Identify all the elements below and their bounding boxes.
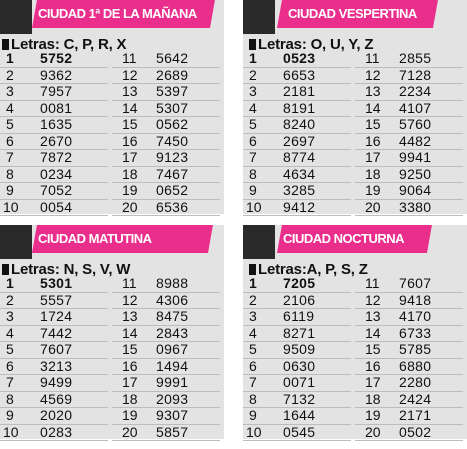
letters-text: Letras: C, P, R, X xyxy=(11,36,127,53)
winning-number: 9991 xyxy=(156,374,189,390)
prize-position: 7 xyxy=(249,149,257,165)
result-row xyxy=(243,101,351,118)
prize-position: 18 xyxy=(365,390,381,407)
result-row xyxy=(243,342,351,359)
result-row xyxy=(0,134,108,151)
prize-position: 12 xyxy=(122,66,138,83)
prize-position: 8 xyxy=(6,390,14,407)
winning-number: 7957 xyxy=(40,83,73,99)
winning-number: 8240 xyxy=(283,116,316,132)
winning-number: 1644 xyxy=(283,407,316,423)
result-row xyxy=(112,293,220,310)
prize-position: 16 xyxy=(365,132,381,149)
result-row xyxy=(355,84,463,101)
winning-number: 4569 xyxy=(40,390,73,407)
result-row xyxy=(112,425,220,442)
winning-number: 0967 xyxy=(156,341,189,357)
prize-position: 6 xyxy=(249,357,257,374)
winning-number: 6536 xyxy=(156,198,189,215)
result-row xyxy=(0,150,108,167)
winning-number: 0071 xyxy=(283,374,316,390)
result-row xyxy=(355,117,463,134)
result-row xyxy=(112,200,220,217)
result-row xyxy=(243,408,351,425)
winning-number: 8271 xyxy=(283,324,316,341)
prize-position: 8 xyxy=(6,165,14,182)
panel-ciudad-manana xyxy=(0,0,224,214)
prize-position: 13 xyxy=(122,83,138,99)
winning-number: 9307 xyxy=(156,407,189,423)
winning-number: 5397 xyxy=(156,83,189,99)
winning-number: 2843 xyxy=(156,324,189,341)
panel-title: CIUDAD NOCTURNA xyxy=(283,231,405,246)
winning-number: 2424 xyxy=(399,390,432,407)
winning-number: 6119 xyxy=(283,308,315,324)
winning-number: 2020 xyxy=(40,407,73,423)
winning-number: 2171 xyxy=(399,407,432,423)
winning-number: 8988 xyxy=(156,275,189,291)
result-row xyxy=(112,183,220,200)
panel-ciudad-vespertina xyxy=(243,0,467,214)
result-row xyxy=(355,276,463,293)
winning-number: 1724 xyxy=(40,308,73,324)
result-row xyxy=(0,309,108,326)
result-row xyxy=(0,200,108,217)
result-row xyxy=(0,342,108,359)
result-row xyxy=(112,326,220,343)
result-row xyxy=(0,293,108,310)
prize-position: 20 xyxy=(365,198,381,215)
winning-number: 4634 xyxy=(283,165,316,182)
result-row xyxy=(112,101,220,118)
prize-position: 9 xyxy=(6,182,14,198)
winning-number: 2181 xyxy=(283,83,316,99)
winning-number: 0054 xyxy=(40,198,73,215)
prize-position: 17 xyxy=(122,149,138,165)
panel-title: CIUDAD 1ª DE LA MAÑANA xyxy=(38,6,197,21)
result-row xyxy=(243,326,351,343)
prize-position: 14 xyxy=(365,99,381,116)
winning-number: 2234 xyxy=(399,83,432,99)
result-row xyxy=(243,359,351,376)
winning-number: 3213 xyxy=(40,357,73,374)
prize-position: 20 xyxy=(365,423,381,440)
winning-number: 9064 xyxy=(399,182,432,198)
result-row xyxy=(243,134,351,151)
result-row xyxy=(0,117,108,134)
result-row xyxy=(112,342,220,359)
prize-position: 3 xyxy=(6,308,14,324)
winning-number: 2280 xyxy=(399,374,432,390)
panel-title: CIUDAD VESPERTINA xyxy=(288,6,417,21)
prize-position: 7 xyxy=(249,374,257,390)
result-row xyxy=(0,51,108,68)
result-row xyxy=(112,84,220,101)
prize-position: 17 xyxy=(122,374,138,390)
result-row xyxy=(112,375,220,392)
result-row xyxy=(355,134,463,151)
result-row xyxy=(355,68,463,85)
result-row xyxy=(0,375,108,392)
result-row xyxy=(243,117,351,134)
prize-position: 11 xyxy=(365,275,380,291)
prize-position: 2 xyxy=(6,66,14,83)
result-row xyxy=(355,375,463,392)
result-row xyxy=(355,51,463,68)
result-row xyxy=(0,101,108,118)
result-row xyxy=(243,51,351,68)
result-row xyxy=(0,359,108,376)
result-row xyxy=(355,293,463,310)
prize-position: 19 xyxy=(365,182,381,198)
prize-position: 1 xyxy=(6,50,14,66)
prize-position: 3 xyxy=(249,83,257,99)
result-row xyxy=(0,326,108,343)
result-row xyxy=(243,392,351,409)
winning-number: 3380 xyxy=(399,198,432,215)
prize-position: 12 xyxy=(365,66,381,83)
prize-position: 17 xyxy=(365,374,381,390)
result-row xyxy=(355,200,463,217)
winning-number: 6653 xyxy=(283,66,316,83)
result-row xyxy=(355,309,463,326)
prize-position: 5 xyxy=(6,341,14,357)
prize-position: 11 xyxy=(122,275,137,291)
result-row xyxy=(0,392,108,409)
winning-number: 4306 xyxy=(156,291,189,308)
winning-number: 0523 xyxy=(283,50,316,66)
prize-position: 13 xyxy=(365,308,381,324)
results-column-right xyxy=(112,276,220,441)
panel-header xyxy=(243,225,467,259)
header-black-block xyxy=(0,225,32,259)
prize-position: 3 xyxy=(6,83,14,99)
prize-position: 17 xyxy=(365,149,381,165)
results-column-left xyxy=(243,276,351,441)
winning-number: 5760 xyxy=(399,116,432,132)
prize-position: 10 xyxy=(246,423,262,440)
winning-number: 7607 xyxy=(399,275,432,291)
result-row xyxy=(112,309,220,326)
prize-position: 15 xyxy=(122,341,138,357)
winning-number: 2697 xyxy=(283,132,316,149)
result-row xyxy=(355,408,463,425)
winning-number: 1494 xyxy=(156,357,189,374)
winning-number: 6733 xyxy=(399,324,432,341)
result-row xyxy=(112,408,220,425)
prize-position: 9 xyxy=(249,182,257,198)
winning-number: 7872 xyxy=(40,149,73,165)
winning-number: 9499 xyxy=(40,374,73,390)
result-row xyxy=(355,326,463,343)
winning-number: 0502 xyxy=(399,423,432,440)
result-row xyxy=(0,276,108,293)
prize-position: 2 xyxy=(249,291,257,308)
winning-number: 7205 xyxy=(283,275,316,291)
winning-number: 5785 xyxy=(399,341,432,357)
winning-number: 7128 xyxy=(399,66,432,83)
square-bullet-icon xyxy=(2,264,9,275)
winning-number: 5752 xyxy=(40,50,73,66)
winning-number: 3285 xyxy=(283,182,316,198)
results-column-right xyxy=(355,276,463,441)
result-row xyxy=(112,68,220,85)
prize-position: 18 xyxy=(122,390,138,407)
winning-number: 5301 xyxy=(40,275,73,291)
prize-position: 16 xyxy=(122,132,138,149)
winning-number: 0652 xyxy=(156,182,189,198)
prize-position: 9 xyxy=(249,407,257,423)
winning-number: 7607 xyxy=(40,341,73,357)
winning-number: 8191 xyxy=(283,99,316,116)
prize-position: 14 xyxy=(122,324,138,341)
prize-position: 4 xyxy=(6,324,14,341)
winning-number: 2689 xyxy=(156,66,189,83)
result-row xyxy=(112,117,220,134)
prize-position: 14 xyxy=(365,324,381,341)
prize-position: 5 xyxy=(249,116,257,132)
result-row xyxy=(355,101,463,118)
winning-number: 7442 xyxy=(40,324,73,341)
winning-number: 5642 xyxy=(156,50,189,66)
result-row xyxy=(355,342,463,359)
prize-position: 7 xyxy=(6,149,14,165)
result-row xyxy=(243,425,351,442)
result-row xyxy=(0,183,108,200)
prize-position: 5 xyxy=(249,341,257,357)
result-row xyxy=(355,359,463,376)
result-row xyxy=(243,293,351,310)
prize-position: 3 xyxy=(249,308,257,324)
winning-number: 0283 xyxy=(40,423,73,440)
prize-position: 19 xyxy=(122,407,138,423)
result-row xyxy=(355,392,463,409)
result-row xyxy=(112,51,220,68)
winning-number: 7132 xyxy=(283,390,316,407)
prize-position: 16 xyxy=(365,357,381,374)
result-row xyxy=(243,200,351,217)
prize-position: 4 xyxy=(6,99,14,116)
prize-position: 2 xyxy=(249,66,257,83)
panel-header xyxy=(243,0,467,34)
prize-position: 4 xyxy=(249,324,257,341)
result-row xyxy=(355,150,463,167)
prize-position: 15 xyxy=(365,341,381,357)
prize-position: 10 xyxy=(3,423,19,440)
winning-number: 7450 xyxy=(156,132,189,149)
winning-number: 9418 xyxy=(399,291,432,308)
winning-number: 1635 xyxy=(40,116,73,132)
prize-position: 15 xyxy=(122,116,138,132)
winning-number: 2093 xyxy=(156,390,189,407)
winning-number: 0545 xyxy=(283,423,316,440)
result-row xyxy=(112,167,220,184)
winning-number: 4482 xyxy=(399,132,432,149)
result-row xyxy=(243,167,351,184)
result-row xyxy=(112,134,220,151)
result-row xyxy=(243,150,351,167)
winning-number: 4107 xyxy=(399,99,432,116)
panel-ciudad-nocturna xyxy=(243,225,467,439)
prize-position: 11 xyxy=(122,50,137,66)
winning-number: 0081 xyxy=(40,99,73,116)
prize-position: 10 xyxy=(246,198,262,215)
winning-number: 9362 xyxy=(40,66,73,83)
prize-position: 20 xyxy=(122,423,138,440)
winning-number: 0234 xyxy=(40,165,73,182)
result-row xyxy=(0,84,108,101)
winning-number: 2855 xyxy=(399,50,432,66)
winning-number: 9250 xyxy=(399,165,432,182)
winning-number: 0630 xyxy=(283,357,316,374)
winning-number: 8475 xyxy=(156,308,189,324)
panel-ciudad-matutina xyxy=(0,225,224,439)
prize-position: 18 xyxy=(122,165,138,182)
prize-position: 8 xyxy=(249,390,257,407)
prize-position: 19 xyxy=(365,407,381,423)
winning-number: 0562 xyxy=(156,116,189,132)
header-black-block xyxy=(243,225,275,259)
result-row xyxy=(112,150,220,167)
prize-position: 1 xyxy=(6,275,14,291)
winning-number: 9123 xyxy=(156,149,189,165)
winning-number: 5557 xyxy=(40,291,73,308)
letters-text: Letras: O, U, Y, Z xyxy=(258,36,374,53)
square-bullet-icon xyxy=(2,39,9,50)
results-column-left xyxy=(243,51,351,216)
prize-position: 5 xyxy=(6,116,14,132)
result-row xyxy=(243,84,351,101)
prize-position: 6 xyxy=(6,357,14,374)
winning-number: 4170 xyxy=(399,308,432,324)
results-column-left xyxy=(0,276,108,441)
winning-number: 2106 xyxy=(283,291,316,308)
winning-number: 5857 xyxy=(156,423,189,440)
winning-number: 7467 xyxy=(156,165,189,182)
result-row xyxy=(0,408,108,425)
winning-number: 5307 xyxy=(156,99,189,116)
result-row xyxy=(112,359,220,376)
prize-position: 11 xyxy=(365,50,380,66)
prize-position: 1 xyxy=(249,275,257,291)
winning-number: 2670 xyxy=(40,132,73,149)
results-column-right xyxy=(355,51,463,216)
winning-number: 9941 xyxy=(399,149,432,165)
prize-position: 6 xyxy=(249,132,257,149)
square-bullet-icon xyxy=(249,264,256,275)
result-row xyxy=(243,375,351,392)
prize-position: 16 xyxy=(122,357,138,374)
result-row xyxy=(243,276,351,293)
result-row xyxy=(355,425,463,442)
results-column-left xyxy=(0,51,108,216)
result-row xyxy=(112,392,220,409)
panel-header xyxy=(0,0,224,34)
header-black-block xyxy=(243,0,275,34)
prize-position: 2 xyxy=(6,291,14,308)
winning-number: 9509 xyxy=(283,341,316,357)
prize-position: 1 xyxy=(249,50,257,66)
prize-position: 13 xyxy=(365,83,381,99)
prize-position: 10 xyxy=(3,198,19,215)
result-row xyxy=(0,425,108,442)
winning-number: 8774 xyxy=(283,149,316,165)
result-row xyxy=(112,276,220,293)
prize-position: 7 xyxy=(6,374,14,390)
winning-number: 6880 xyxy=(399,357,432,374)
result-row xyxy=(0,68,108,85)
prize-position: 9 xyxy=(6,407,14,423)
prize-position: 4 xyxy=(249,99,257,116)
square-bullet-icon xyxy=(249,39,256,50)
header-black-block xyxy=(0,0,32,34)
result-row xyxy=(355,183,463,200)
panel-header xyxy=(0,225,224,259)
prize-position: 12 xyxy=(122,291,138,308)
prize-position: 19 xyxy=(122,182,138,198)
panel-title: CIUDAD MATUTINA xyxy=(38,231,152,246)
prize-position: 20 xyxy=(122,198,138,215)
result-row xyxy=(243,183,351,200)
winning-number: 9412 xyxy=(283,198,316,215)
winning-number: 7052 xyxy=(40,182,73,198)
letters-text: Letras:A, P, S, Z xyxy=(258,261,368,278)
prize-position: 13 xyxy=(122,308,138,324)
prize-position: 14 xyxy=(122,99,138,116)
result-row xyxy=(243,68,351,85)
results-column-right xyxy=(112,51,220,216)
prize-position: 6 xyxy=(6,132,14,149)
result-row xyxy=(0,167,108,184)
prize-position: 8 xyxy=(249,165,257,182)
result-row xyxy=(355,167,463,184)
prize-position: 12 xyxy=(365,291,381,308)
prize-position: 15 xyxy=(365,116,381,132)
prize-position: 18 xyxy=(365,165,381,182)
letters-text: Letras: N, S, V, W xyxy=(11,261,131,278)
result-row xyxy=(243,309,351,326)
